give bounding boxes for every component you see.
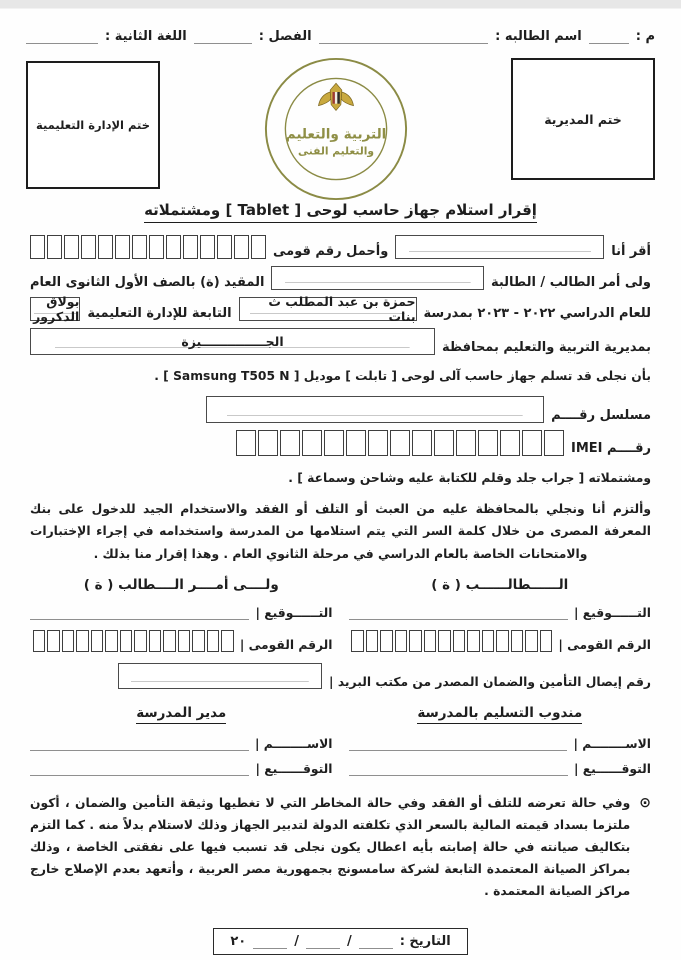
guardian-id-label: الرقم القومى | — [239, 637, 333, 652]
delegate-signature-line[interactable] — [349, 761, 568, 776]
imei-row — [30, 430, 651, 456]
digit-cell[interactable] — [166, 235, 181, 259]
imei-grid[interactable] — [236, 430, 564, 456]
receipt-row — [30, 663, 651, 689]
digit-cell[interactable] — [380, 630, 393, 652]
digit-cell[interactable] — [478, 430, 498, 456]
directorate-row — [30, 328, 651, 355]
second-language-label: اللغة الثانية : — [105, 29, 187, 44]
title-wrap — [0, 200, 681, 223]
serial-row — [30, 396, 651, 423]
delegate-name-label: الاســــــــم | — [573, 736, 651, 751]
date-year-prefix: ٢٠ — [230, 934, 247, 950]
digit-cell[interactable] — [149, 235, 164, 259]
directorate-stamp-label: ختم المديرية — [544, 111, 622, 127]
ministry-seal-svg — [262, 56, 410, 202]
imei-label: رقــــم IMEI — [571, 441, 651, 457]
guardian-name-field[interactable] — [395, 235, 604, 259]
digit-cell[interactable] — [500, 430, 520, 456]
edu-admin-stamp-box — [26, 61, 160, 189]
directorate-label: بمديرية التربية والتعليم بمحافظة — [442, 340, 651, 355]
guardian-row — [30, 266, 651, 290]
digit-cell[interactable] — [132, 235, 147, 259]
digit-cell[interactable] — [346, 430, 366, 456]
seal-arabic-calligraphy — [285, 127, 386, 158]
digit-cell[interactable] — [115, 235, 130, 259]
name-row-2 — [30, 726, 651, 751]
digit-cell[interactable] — [390, 430, 410, 456]
ministry-seal — [262, 56, 410, 202]
digit-cell[interactable] — [434, 430, 454, 456]
school-name-field[interactable] — [239, 294, 417, 324]
guardian-signature-label: التــــــوقيع | — [255, 605, 333, 620]
date-separator-2: / — [294, 934, 299, 950]
signatures-headers-1 — [30, 577, 651, 593]
digit-cell[interactable] — [453, 630, 466, 652]
digit-cell[interactable] — [33, 630, 46, 652]
date-year-line[interactable] — [253, 935, 287, 949]
guardian-label: ولى أمر الطالب / الطالبة — [490, 275, 651, 290]
digit-cell[interactable] — [366, 630, 379, 652]
svg-text:التربية والتعليم: التربية والتعليم — [285, 126, 386, 143]
delegate-name-line[interactable] — [349, 736, 568, 751]
student-name-field[interactable] — [271, 266, 484, 290]
edu-admin-stamp-label: ختم الإدارة التعليمية — [36, 118, 150, 132]
digit-cell[interactable] — [482, 630, 495, 652]
edu-admin-value: بولاق الدكرور — [33, 294, 80, 324]
enrolled-label: المقيد (ة) بالصف الأول الثانوى العام — [30, 275, 265, 290]
directorate-stamp-box — [511, 58, 655, 180]
date-separator-1: / — [346, 934, 352, 950]
digit-cell[interactable] — [178, 630, 191, 652]
governorate-value: الجـــــــــــــــيزة — [181, 334, 284, 349]
receipt-label: رقم إيصال التأمين والضمان المصدر من مكتب البريد | — [329, 674, 651, 689]
accessories-line: ومشتملاته [ جراب جلد وقلم للكتابة عليه وشاحن وسماعة ] . — [288, 471, 651, 486]
digit-cell[interactable] — [438, 630, 451, 652]
digit-cell[interactable] — [368, 430, 388, 456]
digit-cell[interactable] — [456, 430, 476, 456]
student-signature-line[interactable] — [349, 605, 568, 620]
delegate-signature-label: التوقــــــيع | — [573, 761, 651, 776]
top-header-row — [26, 29, 655, 44]
digit-cell[interactable] — [522, 430, 542, 456]
seal-ring-text — [262, 56, 269, 59]
digit-cell[interactable] — [258, 430, 278, 456]
student-id-grid[interactable] — [351, 630, 552, 652]
digit-cell[interactable] — [47, 235, 62, 259]
date-day-line[interactable] — [359, 935, 393, 949]
digit-cell[interactable] — [76, 630, 89, 652]
edu-admin-field[interactable] — [30, 294, 80, 324]
digit-cell[interactable] — [217, 235, 232, 259]
serial-label: م : — [635, 29, 655, 44]
digit-cell[interactable] — [134, 630, 147, 652]
serial-no-field[interactable] — [206, 396, 544, 423]
digit-cell[interactable] — [163, 630, 176, 652]
school-row — [30, 294, 651, 324]
form-body — [30, 235, 651, 776]
digit-cell[interactable] — [467, 630, 480, 652]
digit-cell[interactable] — [302, 430, 322, 456]
principal-name-label: الاســــــــم | — [254, 736, 333, 751]
digit-cell[interactable] — [207, 630, 220, 652]
digit-cell[interactable] — [120, 630, 133, 652]
digit-cell[interactable] — [200, 235, 215, 259]
digit-cell[interactable] — [496, 630, 509, 652]
digit-cell[interactable] — [351, 630, 364, 652]
student-id-label: الرقم القومى | — [558, 637, 651, 652]
guardian-national-id-grid[interactable] — [30, 235, 266, 259]
signature-row-1 — [30, 595, 651, 620]
digit-cell[interactable] — [234, 235, 249, 259]
guardian-signature-line[interactable] — [30, 605, 249, 620]
digit-cell[interactable] — [192, 630, 205, 652]
date-month-line[interactable] — [306, 935, 340, 949]
svg-text:والتعليم الفنى: والتعليم الفنى — [297, 144, 374, 158]
digit-cell[interactable] — [221, 630, 234, 652]
guardian-id-grid[interactable] — [33, 630, 234, 652]
digit-cell[interactable] — [91, 630, 104, 652]
national-no-label: وأحمل رقم قومى — [273, 244, 389, 259]
digit-cell[interactable] — [47, 630, 60, 652]
received-line: بأن نجلى قد تسلم جهاز حاسب آلى لوحى [ تابلت ] موديل [ Samsung T505 N ] . — [154, 369, 651, 383]
scan-edge — [0, 0, 681, 9]
liability-paragraph: وفي حالة تعرضه للتلف أو الفقد وفي حالة المخاطر التي لا تغطيها وثيقة التأمين والضمان ، أكون ملتزما بسداد قيمته المالية بالسعر الذي تكلفته الدولة لتدبير الجهاز وذلك لاستلام بدلاً منه . كما التزم بتكاليف صيانته في حالة إصابته بأيه اعطال يكون نجلى قد تسبب فيها على نفقتى الخاصة ، وذلك بمراكز الصيانة المعتمدة التابعة لشركة سامسونج بجمهورية مصر العربية ، وأتعهد بعدم الإصلاح خارج مراكز الصيانة المعتمدة . — [30, 795, 631, 899]
student-header: الــــــطالــــــب ( ة ) — [431, 576, 569, 593]
student-signature-label: التــــــوقيع | — [573, 605, 651, 620]
student-name-label: اسم الطالبه : — [495, 29, 582, 44]
class-label: الفصل : — [258, 29, 312, 44]
circled-dot-bullet-icon: ⊙ — [639, 794, 651, 811]
digit-cell[interactable] — [544, 430, 564, 456]
digit-cell[interactable] — [183, 235, 198, 259]
date-label: التاريخ : — [399, 934, 451, 950]
declare-label: أقر أنا — [611, 244, 651, 259]
receipt-number-field[interactable] — [118, 663, 322, 689]
digit-cell[interactable] — [62, 630, 75, 652]
governorate-field[interactable] — [30, 328, 435, 355]
digit-cell[interactable] — [149, 630, 162, 652]
declare-row — [30, 235, 651, 259]
digit-cell[interactable] — [98, 235, 113, 259]
digit-cell[interactable] — [525, 630, 538, 652]
page-title: إقرار استلام جهاز حاسب لوحى [ Tablet ] ومشتملاته — [144, 201, 537, 223]
student-name-line[interactable] — [319, 29, 489, 44]
serial-no-label: مسلسل رقــــم — [551, 408, 651, 424]
commitment-paragraph: وألتزم أنا ونجلي بالمحافظة عليه من العبث أو التلف أو الفقد والاستخدام الجيد للدخول على بنك المعرفة المصرى من خلال كلمة السر التي يتم استلامها من المدرسة واستخدامه في إجراء الإختبارات والامتحانات الخاصة بالعام الدراسي في مرحلة الثانوي العام . وهذا إقرار منا بذلك . — [30, 502, 651, 561]
class-line[interactable] — [194, 29, 252, 44]
principal-header: مدير المدرسة — [136, 705, 226, 724]
digit-cell[interactable] — [105, 630, 118, 652]
digit-cell[interactable] — [511, 630, 524, 652]
signatures-headers-2 — [30, 705, 651, 724]
principal-name-line[interactable] — [30, 736, 249, 751]
guardian-header: ولــــى أمــــر الــــطالب ( ة ) — [83, 576, 279, 593]
national-id-row — [30, 620, 651, 652]
digit-cell[interactable] — [280, 430, 300, 456]
date-wrap — [0, 928, 681, 955]
eagle-icon — [318, 83, 353, 110]
digit-cell[interactable] — [81, 235, 96, 259]
signature-row-2 — [30, 751, 651, 776]
principal-signature-label: التوقــــــيع | — [255, 761, 333, 776]
digit-cell[interactable] — [395, 630, 408, 652]
year-label: للعام الدراسي ٢٠٢٢ - ٢٠٢٣ بمدرسة — [423, 306, 651, 321]
digit-cell[interactable] — [236, 430, 256, 456]
digit-cell[interactable] — [412, 430, 432, 456]
serial-line[interactable] — [589, 29, 629, 44]
second-language-line[interactable] — [26, 29, 98, 44]
digit-cell[interactable] — [540, 630, 553, 652]
stamps-row — [26, 56, 655, 188]
digit-cell[interactable] — [424, 630, 437, 652]
principal-signature-line[interactable] — [30, 761, 249, 776]
digit-cell[interactable] — [64, 235, 79, 259]
liability-section — [30, 792, 651, 903]
digit-cell[interactable] — [251, 235, 266, 259]
digit-cell[interactable] — [409, 630, 422, 652]
edu-admin-label: التابعة للإدارة التعليمية — [87, 306, 232, 321]
digit-cell[interactable] — [30, 235, 45, 259]
digit-cell[interactable] — [324, 430, 344, 456]
date-box — [213, 928, 467, 955]
delegate-header: مندوب التسليم بالمدرسة — [417, 705, 582, 724]
school-name-value: حمزة بن عبد المطلب ث بنات — [268, 294, 416, 324]
